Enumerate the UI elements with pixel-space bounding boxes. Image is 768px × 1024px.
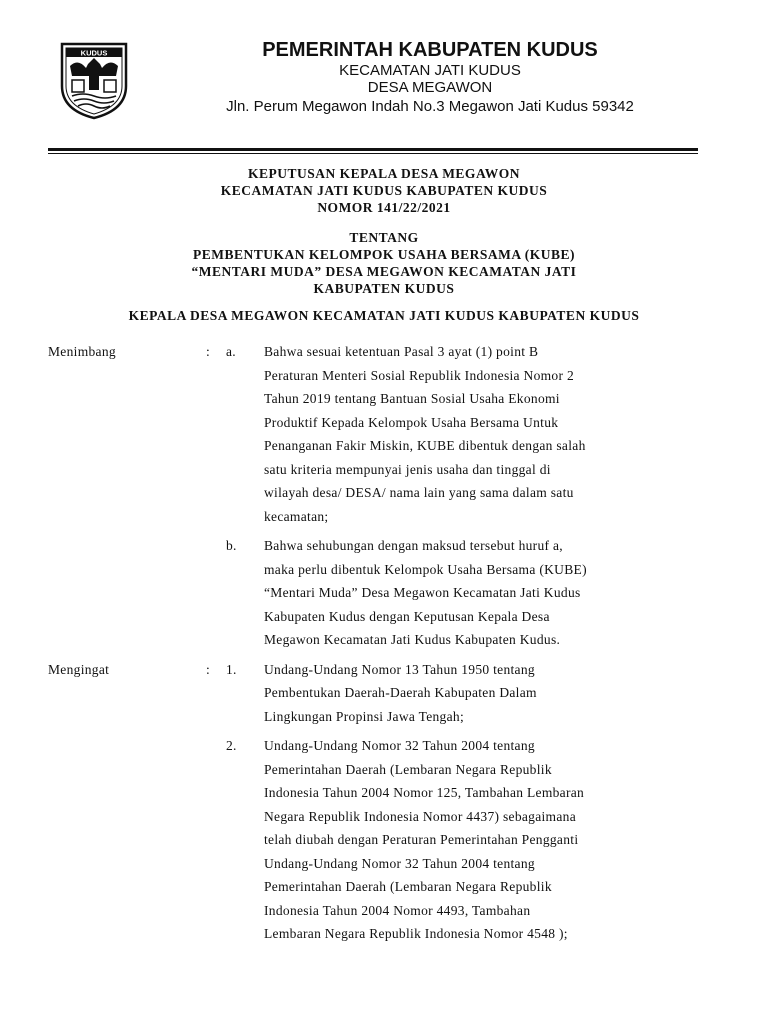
text-line: Pembentukan Daerah-Daerah Kabupaten Dalam bbox=[264, 685, 537, 700]
item-marker: 2. bbox=[226, 738, 237, 753]
text-line: “Mentari Muda” Desa Megawon Kecamatan Jati Kudus bbox=[264, 585, 581, 600]
item-text bbox=[264, 534, 704, 652]
kudus-crest-logo bbox=[58, 40, 130, 120]
mengingat-item-2 bbox=[48, 734, 708, 946]
text-line: Bahwa sehubungan dengan maksud tersebut huruf a, bbox=[264, 538, 563, 553]
text-line: Pemerintahan Daerah (Lembaran Negara Republik bbox=[264, 761, 552, 777]
text-line: maka perlu dibentuk Kelompok Usaha Bersama (KUBE) bbox=[264, 561, 587, 577]
decree-title-block bbox=[0, 165, 768, 216]
decree-subject-block bbox=[0, 229, 768, 297]
menimbang-item-b bbox=[48, 534, 708, 652]
text-line: Tahun 2019 tentang Bantuan Sosial Usaha Ekonomi bbox=[264, 391, 560, 406]
svg-text:KUDUS: KUDUS bbox=[80, 48, 108, 58]
text-line: Produktif Kepada Kelompok Usaha Bersama Untuk bbox=[264, 414, 559, 430]
item-marker: a. bbox=[226, 344, 236, 359]
decree-number: NOMOR 141/22/2021 bbox=[317, 200, 451, 215]
subject-line-1: PEMBENTUKAN KELOMPOK USAHA BERSAMA (KUBE) bbox=[192, 247, 576, 262]
village-name: DESA MEGAWON bbox=[367, 79, 493, 96]
item-text bbox=[264, 734, 704, 946]
text-line: Megawon Kecamatan Jati Kudus Kabupaten Kudus. bbox=[264, 632, 561, 647]
text-line: Undang-Undang Nomor 13 Tahun 1950 tentang bbox=[264, 661, 535, 677]
item-text bbox=[264, 340, 704, 528]
text-line: Pemerintahan Daerah (Lembaran Negara Republik bbox=[264, 879, 552, 894]
text-line: Indonesia Tahun 2004 Nomor 4493, Tambahan bbox=[264, 902, 531, 918]
decree-title-region: KECAMATAN JATI KUDUS KABUPATEN KUDUS bbox=[220, 183, 548, 198]
text-line: Peraturan Menteri Sosial Republik Indonesia Nomor 2 bbox=[264, 367, 574, 383]
letterhead bbox=[150, 38, 710, 118]
text-line: Kabupaten Kudus dengan Keputusan Kepala Desa bbox=[264, 608, 550, 624]
mengingat-item-1 bbox=[48, 658, 708, 729]
item-text bbox=[264, 658, 704, 729]
about-label: TENTANG bbox=[349, 230, 419, 245]
text-line: Lingkungan Propinsi Jawa Tengah; bbox=[264, 708, 465, 724]
mengingat-label: Mengingat bbox=[48, 661, 110, 677]
government-name: PEMERINTAH KABUPATEN KUDUS bbox=[262, 39, 598, 61]
letterhead-divider-thick bbox=[48, 148, 698, 151]
letterhead-divider-thin bbox=[48, 153, 698, 154]
subject-line-2: “MENTARI MUDA” DESA MEGAWON KECAMATAN JATI bbox=[191, 264, 577, 279]
decree-title: KEPUTUSAN KEPALA DESA MEGAWON bbox=[248, 166, 520, 181]
text-line: telah diubah dengan Peraturan Pemerintahan Pengganti bbox=[264, 832, 579, 847]
menimbang-label: Menimbang bbox=[48, 344, 116, 359]
text-line: satu kriteria mempunyai jenis usaha dan tinggal di bbox=[264, 461, 551, 477]
address: Jln. Perum Megawon Indah No.3 Megawon Jati Kudus 59342 bbox=[226, 98, 634, 115]
colon: : bbox=[206, 344, 211, 359]
subject-line-3: KABUPATEN KUDUS bbox=[313, 281, 455, 296]
text-line: kecamatan; bbox=[264, 508, 329, 524]
text-line: Undang-Undang Nomor 32 Tahun 2004 tentang bbox=[264, 855, 535, 871]
text-line: Undang-Undang Nomor 32 Tahun 2004 tentang bbox=[264, 738, 535, 753]
menimbang-item-a bbox=[48, 340, 708, 528]
text-line: wilayah desa/ DESA/ nama lain yang sama dalam satu bbox=[264, 485, 574, 500]
district-name: KECAMATAN JATI KUDUS bbox=[339, 62, 521, 79]
text-line: Bahwa sesuai ketentuan Pasal 3 ayat (1) point B bbox=[264, 344, 539, 359]
item-marker: b. bbox=[226, 538, 237, 553]
text-line: Negara Republik Indonesia Nomor 4437) sebagaimana bbox=[264, 808, 576, 824]
decree-body bbox=[48, 340, 708, 946]
colon: : bbox=[206, 661, 211, 677]
text-line: Indonesia Tahun 2004 Nomor 125, Tambahan Lembaran bbox=[264, 785, 585, 800]
item-marker: 1. bbox=[226, 661, 237, 677]
authority-heading: KEPALA DESA MEGAWON KECAMATAN JATI KUDUS KABUPATEN KUDUS bbox=[128, 308, 640, 323]
text-line: Lembaran Negara Republik Indonesia Nomor 4548 ); bbox=[264, 926, 568, 941]
text-line: Penanganan Fakir Miskin, KUBE dibentuk dengan salah bbox=[264, 438, 586, 453]
